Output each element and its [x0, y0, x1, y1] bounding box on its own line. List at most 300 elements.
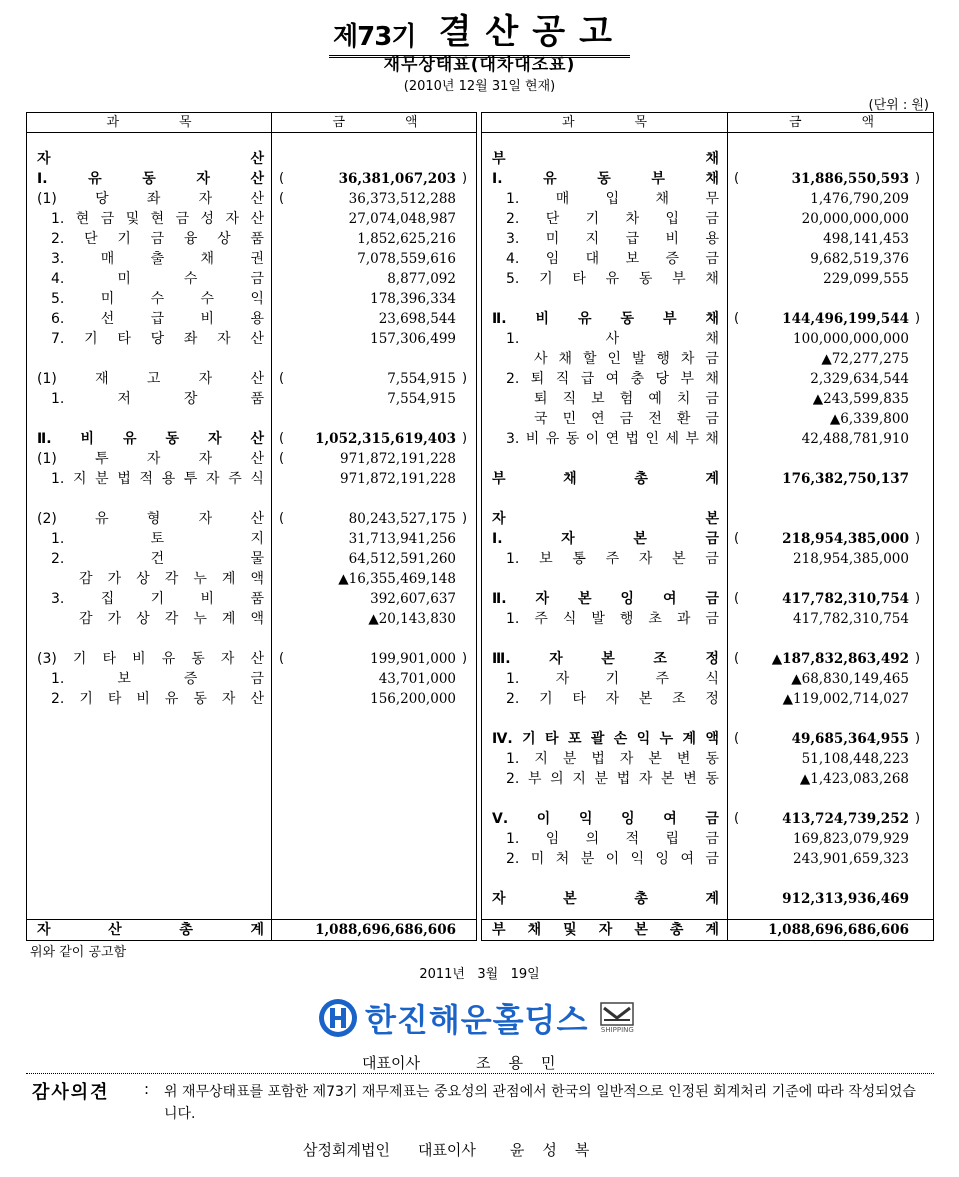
table-row	[482, 389, 933, 409]
row-amount: 100,000,000,000	[793, 331, 909, 347]
table-row	[27, 289, 476, 309]
label-char: 금	[175, 211, 190, 227]
row-amount: 417,782,310,754	[782, 591, 909, 607]
row-amount: 31,886,550,593	[791, 171, 909, 187]
label-char: 및	[563, 922, 577, 938]
table-row	[27, 309, 476, 329]
label-char: 부	[651, 171, 665, 187]
label-char: 부	[492, 471, 506, 487]
audit-opinion-title: 감사의견	[32, 1082, 110, 1103]
label-char: 금	[705, 611, 719, 627]
label-char: 계	[682, 731, 697, 747]
label-char: 타	[107, 691, 122, 707]
label-char: 할	[582, 351, 597, 367]
label-char: 채	[705, 431, 719, 447]
label-char: 본	[638, 691, 653, 707]
table-row	[482, 849, 933, 869]
label-char: 금	[705, 551, 719, 567]
label-char: 유	[164, 691, 179, 707]
label-char: 2.	[506, 691, 520, 707]
table-row	[482, 829, 933, 849]
label-char: 자	[605, 691, 620, 707]
assets-table	[26, 112, 477, 941]
row-amount: 971,872,191,228	[340, 451, 456, 467]
label-char: 5.	[506, 271, 520, 287]
label-char: 3.	[506, 231, 520, 247]
open-paren: (	[279, 451, 285, 466]
label-char: 단	[545, 211, 560, 227]
row-label	[37, 429, 264, 449]
label-char: 감	[79, 611, 93, 627]
label-char: 현	[150, 211, 165, 227]
label-char: 동	[191, 651, 205, 667]
table-row	[482, 609, 933, 629]
label-char: 보	[539, 551, 553, 567]
label-char: 부	[680, 371, 695, 387]
label-char: 가	[107, 611, 122, 627]
label-char: 품	[250, 391, 264, 407]
close-paren: )	[915, 731, 921, 746]
label-char: 통	[572, 551, 586, 567]
row-label	[51, 309, 264, 329]
row-label	[506, 669, 719, 689]
row-label	[506, 249, 719, 269]
label-char: Ⅱ.	[492, 591, 507, 607]
label-char: 채	[705, 311, 719, 327]
table-row	[27, 669, 476, 689]
label-char: 출	[150, 251, 165, 267]
label-char: 유	[161, 651, 176, 667]
label-char: 금	[705, 811, 719, 827]
label-char: 1.	[506, 831, 520, 847]
row-label	[37, 509, 264, 529]
label-char: Ⅲ.	[492, 651, 511, 667]
row-amount: 31,713,941,256	[348, 531, 456, 547]
auditor-ceo-name: 윤성복	[509, 1141, 608, 1159]
label-char: 유	[122, 431, 137, 447]
header-amount: 금액	[788, 115, 935, 130]
row-label	[51, 389, 264, 409]
label-char: 변	[683, 771, 697, 787]
row-amount: 178,396,334	[370, 291, 456, 307]
table-row	[27, 209, 476, 229]
label-char: 성	[200, 211, 215, 227]
label-char: 행	[656, 351, 670, 367]
table-row	[482, 229, 933, 249]
label-char: 감	[79, 571, 93, 587]
table-row	[27, 549, 476, 569]
row-label	[492, 729, 719, 749]
label-char: (1)	[37, 451, 57, 467]
label-char: 주	[228, 471, 242, 487]
label-char: 보	[625, 251, 640, 267]
label-char: 1.	[51, 471, 65, 487]
label-char: 의	[550, 771, 564, 787]
label-char: 1.	[51, 531, 65, 547]
label-char: 투	[95, 451, 109, 467]
close-paren: )	[462, 171, 468, 186]
open-paren: (	[734, 531, 740, 546]
row-amount: 218,954,385,000	[782, 531, 909, 547]
table-row	[482, 689, 933, 709]
row-amount: 157,306,499	[370, 331, 456, 347]
label-char: 채	[705, 371, 719, 387]
label-char: 사	[605, 331, 620, 347]
label-char: 2.	[506, 851, 520, 867]
label-char: 고	[146, 371, 161, 387]
table-row	[27, 389, 476, 409]
label-char: 법	[625, 431, 640, 447]
company-logo	[317, 994, 634, 1042]
label-char: 험	[619, 391, 634, 407]
label-char: 미	[117, 271, 131, 287]
label-char: 미	[530, 851, 545, 867]
row-amount: 176,382,750,137	[782, 471, 909, 487]
label-char: 집	[100, 591, 115, 607]
table-row	[27, 149, 476, 169]
label-char: 총	[179, 922, 193, 938]
ceo-name: 조용민	[475, 1054, 574, 1072]
row-label	[492, 309, 719, 329]
label-char: 동	[565, 431, 580, 447]
label-char: 누	[193, 571, 207, 587]
table-row	[482, 149, 933, 169]
label-char: 자	[638, 551, 653, 567]
label-char: 유	[543, 171, 557, 187]
label-char: 자	[37, 151, 51, 167]
row-amount: 23,698,544	[378, 311, 456, 327]
row-label	[492, 169, 719, 189]
label-char: 타	[572, 691, 586, 707]
close-paren: )	[462, 511, 468, 526]
table-row	[27, 369, 476, 389]
label-char: 금	[705, 591, 719, 607]
label-char: 이	[536, 811, 551, 827]
table-row	[27, 609, 476, 629]
label-char: 자	[598, 922, 613, 938]
label-char: 채	[705, 271, 719, 287]
label-char: 식	[562, 611, 577, 627]
label-char: 미	[545, 231, 560, 247]
row-label	[37, 449, 264, 469]
label-char: Ⅴ.	[492, 811, 509, 827]
balance-sheet	[26, 112, 934, 941]
label-char: 법	[117, 471, 131, 487]
row-amount: 7,554,915	[387, 371, 456, 387]
label-char: (3)	[37, 651, 57, 667]
label-char: 타	[102, 651, 117, 667]
label-char: 적	[625, 831, 640, 847]
label-char: 권	[250, 251, 264, 267]
label-char: 수	[183, 271, 198, 287]
label-char: 본	[563, 891, 577, 907]
label-char: 각	[164, 571, 179, 587]
label-char: 1.	[51, 671, 65, 687]
label-char: 총	[634, 891, 648, 907]
label-char: 급	[580, 371, 595, 387]
label-char: 주	[534, 611, 548, 627]
row-label	[506, 769, 719, 789]
label-char: 충	[630, 371, 645, 387]
row-amount: 7,554,915	[387, 391, 456, 407]
label-char: 상	[217, 231, 231, 247]
unit-label: (단위 : 원)	[868, 98, 929, 113]
label-char: 보	[117, 671, 131, 687]
label-char: 기	[79, 691, 93, 707]
label-char: 자	[198, 451, 213, 467]
label-char: 분	[95, 471, 109, 487]
label-char: 2.	[51, 691, 65, 707]
label-char: 유	[88, 171, 102, 187]
table-row	[27, 169, 476, 189]
label-char: 산	[250, 451, 264, 467]
auditor-ceo-title: 대표이사	[417, 1141, 476, 1159]
row-amount: 42,488,781,910	[801, 431, 909, 447]
label-char: 본	[661, 771, 675, 787]
open-paren: (	[734, 811, 740, 826]
row-label	[51, 669, 264, 689]
label-char: 4.	[506, 251, 520, 267]
label-char: 금	[250, 271, 264, 287]
label-char: 이	[585, 431, 600, 447]
label-char: 자	[198, 371, 213, 387]
label-char: 1.	[506, 671, 520, 687]
label-char: 익	[630, 851, 645, 867]
row-amount: ▲20,143,830	[368, 611, 456, 627]
row-amount: ▲1,423,083,268	[799, 771, 909, 787]
row-amount: 1,852,625,216	[357, 231, 456, 247]
table-row	[27, 429, 476, 449]
row-label	[51, 269, 264, 289]
label-char: 본	[648, 751, 662, 767]
row-amount: ▲6,339,800	[829, 411, 909, 427]
row-label	[492, 149, 719, 169]
label-char: 주	[655, 671, 670, 687]
row-amount: 36,381,067,203	[338, 171, 456, 187]
label-char: 익	[250, 291, 264, 307]
label-char: 괄	[590, 731, 605, 747]
label-char: 현	[75, 211, 90, 227]
table-row	[482, 189, 933, 209]
label-char: 직	[555, 371, 570, 387]
label-char: 건	[150, 551, 165, 567]
label-char: 산	[250, 691, 264, 707]
row-amount: 156,200,000	[370, 691, 456, 707]
label-char: 부	[492, 151, 506, 167]
row-label	[492, 649, 719, 669]
audit-opinion-text: 위 재무상태표를 포함한 제73기 재무제표는 중요성의 관점에서 한국의 일반적으로 인정된 회계처리 기준에 따라 작성되었습니다.	[164, 1084, 916, 1122]
label-char: Ⅰ.	[492, 531, 503, 547]
table-row	[27, 189, 476, 209]
row-label	[506, 329, 719, 349]
label-char: 채	[527, 922, 542, 938]
table-row	[482, 889, 933, 909]
row-amount: ▲187,832,863,492	[771, 651, 909, 667]
label-char: 수	[150, 291, 165, 307]
row-amount: 7,078,559,616	[357, 251, 456, 267]
label-char: 금	[705, 851, 719, 867]
label-char: 여	[662, 591, 677, 607]
row-label	[37, 369, 264, 389]
label-char: 1.	[506, 191, 520, 207]
label-char: 산	[250, 431, 264, 447]
label-char: 자	[198, 191, 213, 207]
label-char: 동	[165, 431, 179, 447]
row-amount: 80,243,527,175	[348, 511, 456, 527]
label-char: 금	[150, 231, 165, 247]
label-char: 수	[200, 291, 215, 307]
label-char: 계	[221, 611, 236, 627]
row-label	[506, 609, 719, 629]
label-char: 자	[37, 922, 51, 938]
label-char: 금	[100, 211, 115, 227]
close-paren: )	[462, 651, 468, 666]
label-char: 채	[563, 471, 577, 487]
table-row	[482, 329, 933, 349]
ceo-signature	[362, 1052, 573, 1073]
liabilities-header	[482, 113, 933, 133]
label-char: 부	[528, 771, 542, 787]
title-main: 결산공고	[438, 12, 626, 52]
table-row	[27, 449, 476, 469]
label-char: 용	[161, 471, 176, 487]
label-char: 비	[200, 591, 215, 607]
label-char: 식	[705, 671, 719, 687]
row-amount: 417,782,310,754	[793, 611, 909, 627]
table-row	[482, 509, 933, 529]
label-char: 6.	[51, 311, 65, 327]
label-char: 민	[562, 411, 577, 427]
label-char: 비	[136, 691, 150, 707]
row-amount: 971,872,191,228	[340, 471, 456, 487]
row-amount: 144,496,199,544	[782, 311, 909, 327]
statement-subtitle: 재무상태표(대차대조표)	[383, 55, 576, 75]
label-char: 누	[193, 611, 207, 627]
row-amount: 2,329,634,544	[810, 371, 909, 387]
row-amount: 64,512,591,260	[348, 551, 456, 567]
close-paren: )	[915, 311, 921, 326]
label-char: 증	[183, 671, 198, 687]
label-char: 분	[562, 751, 577, 767]
label-char: 입	[665, 211, 680, 227]
label-char: 타	[117, 331, 131, 347]
row-label	[37, 169, 264, 189]
table-row	[27, 229, 476, 249]
label-char: 법	[591, 751, 605, 767]
label-char: 보	[591, 391, 605, 407]
label-char: 포	[567, 731, 582, 747]
assets-total-row	[27, 920, 476, 940]
label-char: 단	[84, 231, 98, 247]
table-row	[482, 209, 933, 229]
label-char: 자	[561, 531, 575, 547]
label-char: 동	[193, 691, 207, 707]
label-char: 정	[705, 651, 719, 667]
logo-h-icon	[317, 997, 359, 1039]
company-mark	[600, 1002, 634, 1034]
label-char: 채	[655, 191, 670, 207]
row-amount: 43,701,000	[378, 671, 456, 687]
label-char: 기	[539, 691, 553, 707]
label-char: 동	[620, 311, 634, 327]
row-label	[506, 269, 719, 289]
label-char: 형	[146, 511, 161, 527]
label-char: 대	[585, 251, 600, 267]
auditor-signature	[303, 1139, 607, 1160]
row-label	[37, 149, 264, 169]
label-char: 2.	[506, 771, 520, 787]
label-char: 산	[250, 331, 264, 347]
label-char: 채	[200, 251, 215, 267]
table-row	[482, 369, 933, 389]
label-char: 급	[625, 231, 640, 247]
row-label	[506, 549, 719, 569]
assets-total-amount: 1,088,696,686,606	[315, 922, 456, 938]
row-label	[37, 189, 264, 209]
label-char: 자	[549, 651, 563, 667]
label-char: 지	[534, 751, 548, 767]
label-char: 급	[150, 311, 165, 327]
header-item: 과목	[106, 115, 252, 130]
close-paren: )	[462, 371, 468, 386]
label-char: 장	[183, 391, 198, 407]
label-char: 익	[578, 811, 593, 827]
row-amount: 243,901,659,323	[793, 851, 909, 867]
label-char: 기	[72, 651, 87, 667]
label-char: 상	[136, 611, 150, 627]
label-char: 계	[221, 571, 236, 587]
row-label	[506, 849, 719, 869]
table-row	[27, 569, 476, 589]
label-char: 채	[705, 331, 719, 347]
ceo-title: 대표이사	[362, 1054, 420, 1072]
label-char: 1.	[51, 391, 65, 407]
label-char: 본	[705, 511, 719, 527]
label-char: 동	[142, 171, 156, 187]
label-char: 손	[613, 731, 628, 747]
label-char: 지	[73, 471, 87, 487]
label-char: 1.	[506, 331, 520, 347]
label-char: 국	[534, 411, 548, 427]
label-char: 자	[217, 331, 231, 347]
label-char: 기	[585, 211, 600, 227]
label-char: 물	[250, 551, 264, 567]
label-char: 채	[705, 171, 719, 187]
row-amount: 36,373,512,288	[348, 191, 456, 207]
table-row	[482, 349, 933, 369]
label-char: 환	[676, 411, 691, 427]
row-amount: 169,823,079,929	[793, 831, 909, 847]
label-char: 계	[705, 891, 719, 907]
row-amount: 218,954,385,000	[793, 551, 909, 567]
label-char: 지	[585, 231, 600, 247]
table-row	[482, 429, 933, 449]
row-label	[51, 589, 264, 609]
ship-mark-icon	[600, 1002, 634, 1026]
label-char: 분	[580, 851, 595, 867]
label-char: 2.	[506, 211, 520, 227]
label-char: 본	[633, 531, 647, 547]
label-char: 자	[207, 431, 222, 447]
label-char: 초	[648, 611, 662, 627]
label-char: 금	[619, 411, 634, 427]
label-char: 기	[84, 331, 98, 347]
row-amount: ▲119,002,714,027	[782, 691, 909, 707]
label-char: 무	[705, 191, 719, 207]
table-row	[27, 509, 476, 529]
label-char: 변	[676, 751, 691, 767]
label-char: 세	[665, 431, 679, 447]
